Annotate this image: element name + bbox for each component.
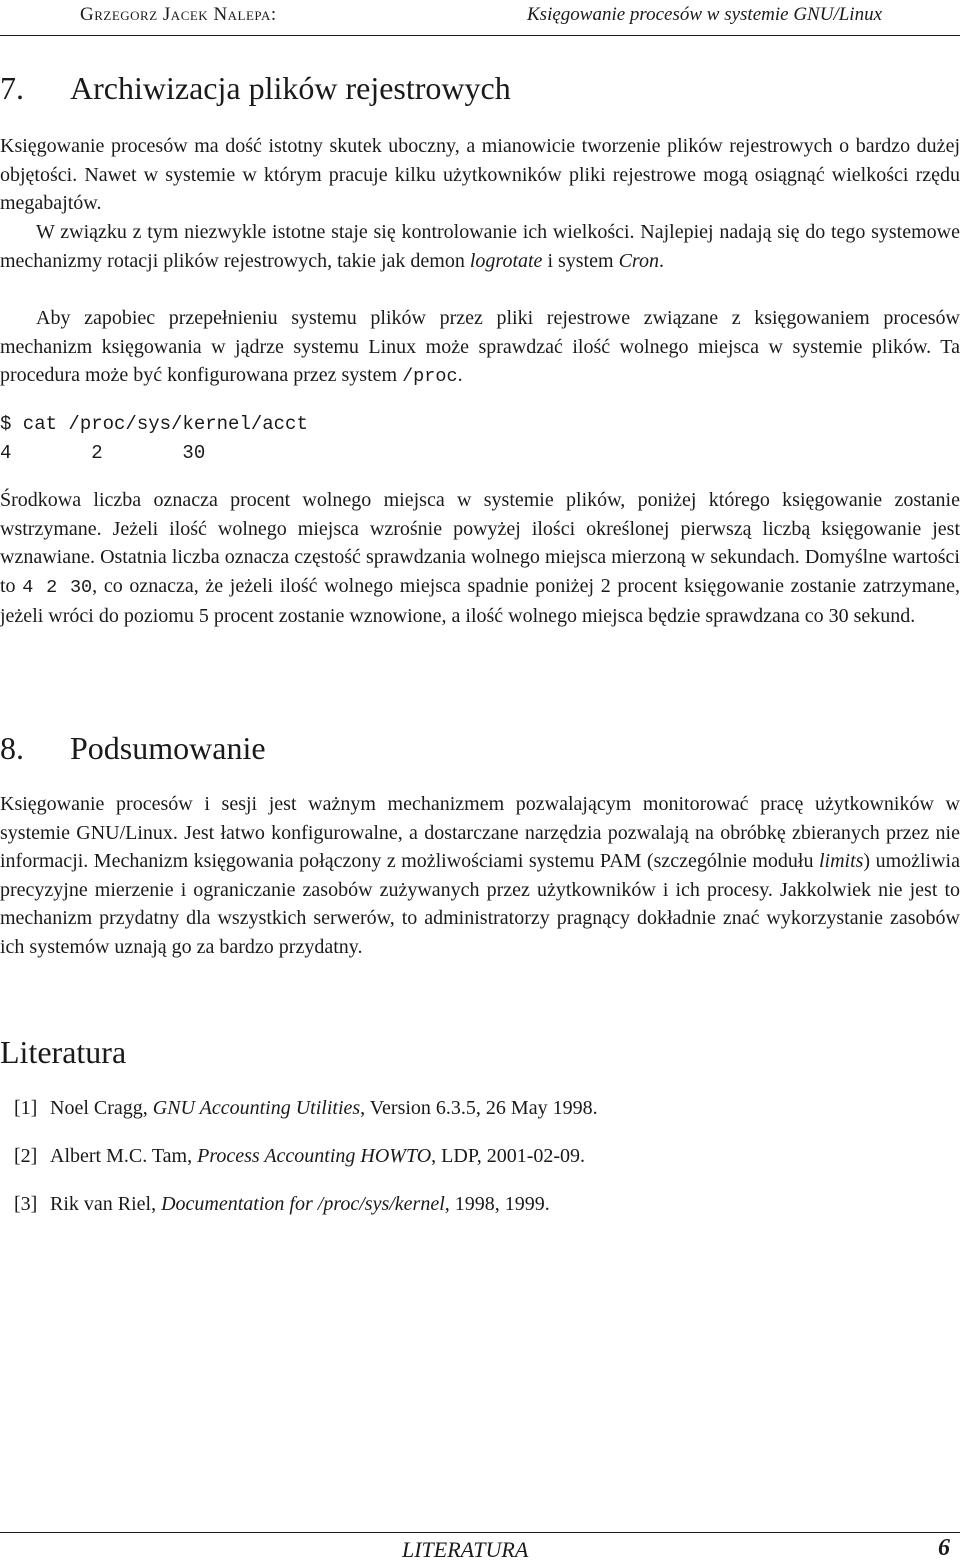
p4-text-b: , co oznacza, że jeżeli ilość wolnego miejsca spadnie poniżej 2 procent księgowanie zostanie zatrzymane, jeżeli wróci do poziomu 5 procent zostanie wznowione, a ilość wolnego miejsca będzie sprawdzana co 30 sekund. <box>0 574 960 628</box>
section-8-title: Podsumowanie <box>70 730 266 766</box>
bib-num-1: [1] <box>14 1097 38 1119</box>
header-author: Grzegorz Jacek Nalepa: <box>80 4 277 25</box>
p3-text-b: . <box>457 364 463 387</box>
page-number: 6 <box>938 1535 950 1561</box>
bib-rest-1: , Version 6.3.5, 26 May 1998. <box>360 1097 598 1119</box>
default-values: 4 2 30 <box>22 576 93 598</box>
limits-term: limits <box>818 850 864 873</box>
code-line-2: 4 2 30 <box>0 442 206 464</box>
s8-text-b: ) umożliwia precyzyjne mierzenie i ograniczanie zasobów zużywanych przez użytkowników i ich procesy. Jakkolwiek nie jest to mechanizm przydatny dla wszystkich serwerów, to administratorzy pragnący dokładnie znać wykorzystanie zasobów ich systemów uznają go za bardzo przydatny. <box>0 850 960 958</box>
s8-text-a: Księgowanie procesów i sesji jest ważnym mechanizmem pozwalającym monitorować pracę użytkowników w systemie GNU/Linux. Jest łatwo konfigurowalne, a dostarczane narzędzia pozwalają na obróbkę zbieranych przez nie informacji. Mechanizm księgowania połączony z możliwościami systemu PAM (szczególnie modułu <box>0 793 960 873</box>
bib-num-2: [2] <box>14 1145 38 1167</box>
p2-text-a: W związku z tym niezwykle istotne staje się kontrolowanie ich wielkości. Najlepiej nadają się do tego systemowe mechanizmy rotacji plików rejestrowych, takie jak demon <box>0 221 960 272</box>
code-line-1: $ cat /proc/sys/kernel/acct <box>0 413 308 435</box>
section-8-number: 8. <box>0 730 24 766</box>
bib-author-2: Albert M.C. Tam, <box>50 1145 198 1167</box>
section-8-heading <box>0 728 266 768</box>
header-rule <box>0 35 960 36</box>
bib-work-2: Process Accounting HOWTO <box>197 1145 432 1167</box>
section-8-paragraph-1 <box>0 790 960 962</box>
bib-author-1: Noel Cragg, <box>50 1097 153 1119</box>
bib-entry-3 <box>14 1190 550 1218</box>
cron-term: Cron <box>618 249 659 272</box>
bib-entry-2 <box>14 1142 585 1170</box>
p4-text-a: Środkowa liczba oznacza procent wolnego miejsca w systemie plików, poniżej którego księgowanie zostanie wstrzymane. Jeżeli ilość wolnego miejsca wzrośnie powyżej ilości określonej pierwszą liczbą księgowanie jest wznawiane. Ostatnia liczba oznacza częstość sprawdzania wolnego miejsca mierzoną w sekundach. Domyślne wartości to <box>0 489 960 597</box>
footer-rule <box>0 1532 960 1533</box>
bib-num-3: [3] <box>14 1193 38 1215</box>
p2-text-b: i system <box>542 249 619 272</box>
bib-entry-1 <box>14 1094 598 1122</box>
bibliography-heading: Literatura <box>0 1034 127 1070</box>
bib-author-3: Rik van Riel, <box>50 1193 162 1215</box>
logrotate-term: logrotate <box>469 249 543 272</box>
bib-rest-3: , 1998, 1999. <box>444 1193 550 1215</box>
p2-text-c: . <box>658 249 664 272</box>
running-header <box>80 2 882 28</box>
bib-rest-2: , LDP, 2001-02-09. <box>431 1145 586 1167</box>
section-7-heading <box>0 68 511 108</box>
bib-work-3: Documentation for /proc/sys/kernel <box>161 1193 445 1215</box>
proc-term: /proc <box>402 366 458 388</box>
section-7-title: Archiwizacja plików rejestrowych <box>70 70 511 106</box>
p3-text-a: Aby zapobiec przepełnieniu systemu plików przez pliki rejestrowe związane z księgowaniem procesów mechanizm księgowania w jądrze systemu Linux może sprawdzać ilość wolnego miejsca w systemie plików. Ta procedura może być konfigurowana przez system <box>0 307 960 387</box>
header-title: Księgowanie procesów w systemie GNU/Linux <box>527 4 882 25</box>
footer-section-label: LITERATURA <box>402 1537 529 1562</box>
section-7-paragraph-3 <box>0 304 960 392</box>
bib-work-1: GNU Accounting Utilities <box>152 1097 361 1119</box>
section-7-paragraph-4 <box>0 486 960 631</box>
section-7-paragraph-2 <box>0 218 960 275</box>
section-7-paragraph-1: Księgowanie procesów ma dość istotny skutek uboczny, a mianowicie tworzenie plików rejestrowych o bardzo dużej objętości. Nawet w systemie w którym pracuje kilku użytkowników pliki rejestrowe mogą osiągnąć wielkości rzędu megabajtów. <box>0 135 960 215</box>
section-7-number: 7. <box>0 70 24 106</box>
